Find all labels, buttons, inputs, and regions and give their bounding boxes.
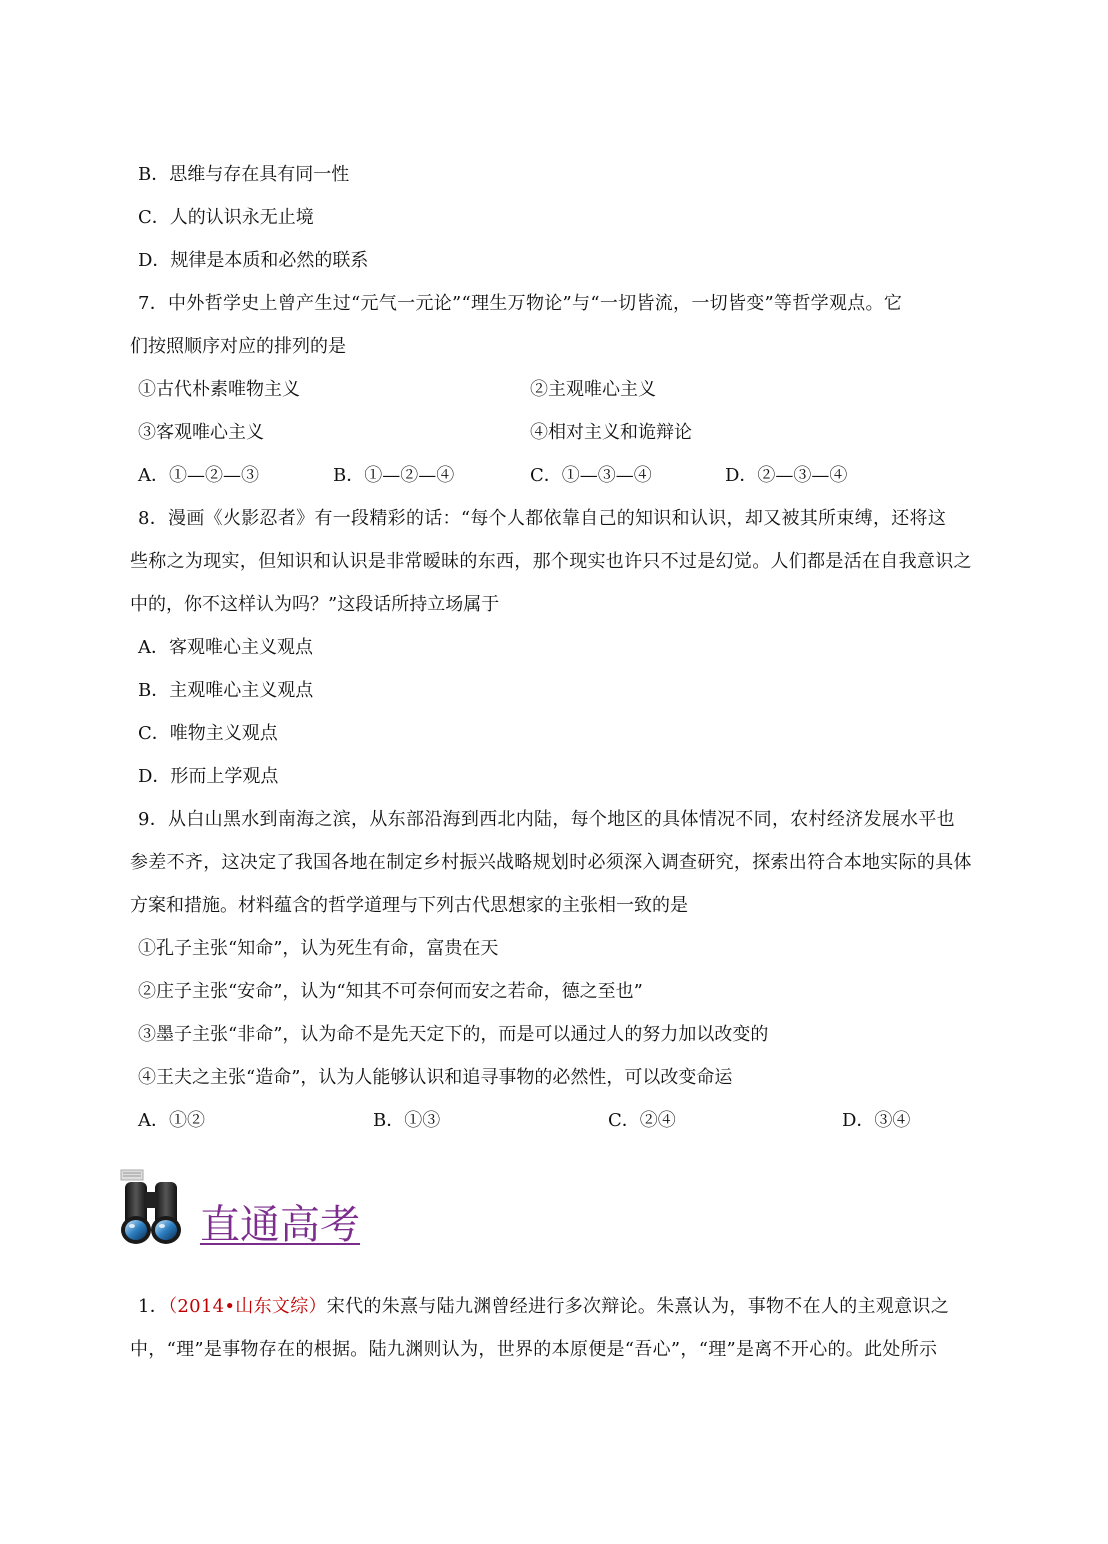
q8-stem-line3: 中的，你不这样认为吗？”这段话所持立场属于 [130, 594, 500, 615]
q9-item-4: ④王夫之主张“造命”，认为人能够认识和追寻事物的必然性，可以改变命运 [138, 1067, 733, 1088]
q7-stem-line1: 7．中外哲学史上曾产生过“元气一元论”“理生万物论”与“一切皆流，一切皆变”等哲学观点。它 [138, 293, 903, 314]
q9-item-1: ①孔子主张“知命”，认为死生有命，富贵在天 [138, 938, 499, 959]
gk1-stem-line1 [138, 1296, 949, 1318]
q8-choice-d: D．形而上学观点 [138, 766, 279, 787]
binoculars-icon [117, 1168, 192, 1248]
q7-item-4: ④相对主义和诡辩论 [530, 422, 692, 443]
q9-stem-line1: 9．从白山黑水到南海之滨，从东部沿海到西北内陆，每个地区的具体情况不同，农村经济发展水平也 [138, 809, 955, 830]
gk1-stem-line2: 中，“理”是事物存在的根据。陆九渊则认为，世界的本原便是“吾心”，“理”是离不开心的。此处所示 [130, 1339, 938, 1360]
q6-option-c: C．人的认识永无止境 [138, 207, 314, 228]
q9-stem-line2: 参差不齐，这决定了我国各地在制定乡村振兴战略规划时必须深入调查研究，探索出符合本地实际的具体 [130, 852, 972, 873]
q7-stem-line2: 们按照顺序对应的排列的是 [130, 336, 346, 357]
q9-choice-d: D．③④ [842, 1110, 911, 1131]
q9-choice-b: B．①③ [373, 1110, 441, 1131]
q8-choice-a: A．客观唯心主义观点 [138, 637, 313, 658]
q8-stem-line2: 些称之为现实，但知识和认识是非常暧昧的东西，那个现实也许只不过是幻觉。人们都是活在自我意识之 [130, 551, 972, 572]
q7-choice-c: C．①—③—④ [530, 465, 652, 486]
gk1-stem-text: 宋代的朱熹与陆九渊曾经进行多次辩论。朱熹认为，事物不在人的主观意识之 [326, 1296, 949, 1317]
q7-choice-d: D．②—③—④ [725, 465, 848, 486]
q8-choice-b: B．主观唯心主义观点 [138, 680, 314, 701]
q9-choice-c: C．②④ [608, 1110, 676, 1131]
q7-choice-b: B．①—②—④ [333, 465, 455, 486]
gk1-source: （2014•山东文综） [168, 1296, 327, 1317]
gk1-number: 1． [138, 1296, 169, 1317]
q9-stem-line3: 方案和措施。材料蕴含的哲学道理与下列古代思想家的主张相一致的是 [130, 895, 688, 916]
q7-item-1: ①古代朴素唯物主义 [138, 379, 300, 400]
q9-choices-row [0, 1110, 1108, 1132]
q6-option-d: D．规律是本质和必然的联系 [138, 250, 369, 271]
q9-item-2: ②庄子主张“安命”，认为“知其不可奈何而安之若命，德之至也” [138, 981, 643, 1002]
section-title: 直通高考 [200, 1202, 360, 1248]
q9-choice-a: A．①② [138, 1110, 205, 1131]
q7-item-2: ②主观唯心主义 [530, 379, 656, 400]
q7-choices-row [0, 465, 1108, 487]
q6-option-b: B．思维与存在具有同一性 [138, 164, 350, 185]
q8-choice-c: C．唯物主义观点 [138, 723, 278, 744]
q8-stem-line1: 8．漫画《火影忍者》有一段精彩的话：“每个人都依靠自己的知识和认识，却又被其所束缚，还将这 [138, 508, 947, 529]
q7-choice-a: A．①—②—③ [138, 465, 259, 486]
q7-item-3: ③客观唯心主义 [138, 422, 264, 443]
q9-item-3: ③墨子主张“非命”，认为命不是先天定下的，而是可以通过人的努力加以改变的 [138, 1024, 769, 1045]
